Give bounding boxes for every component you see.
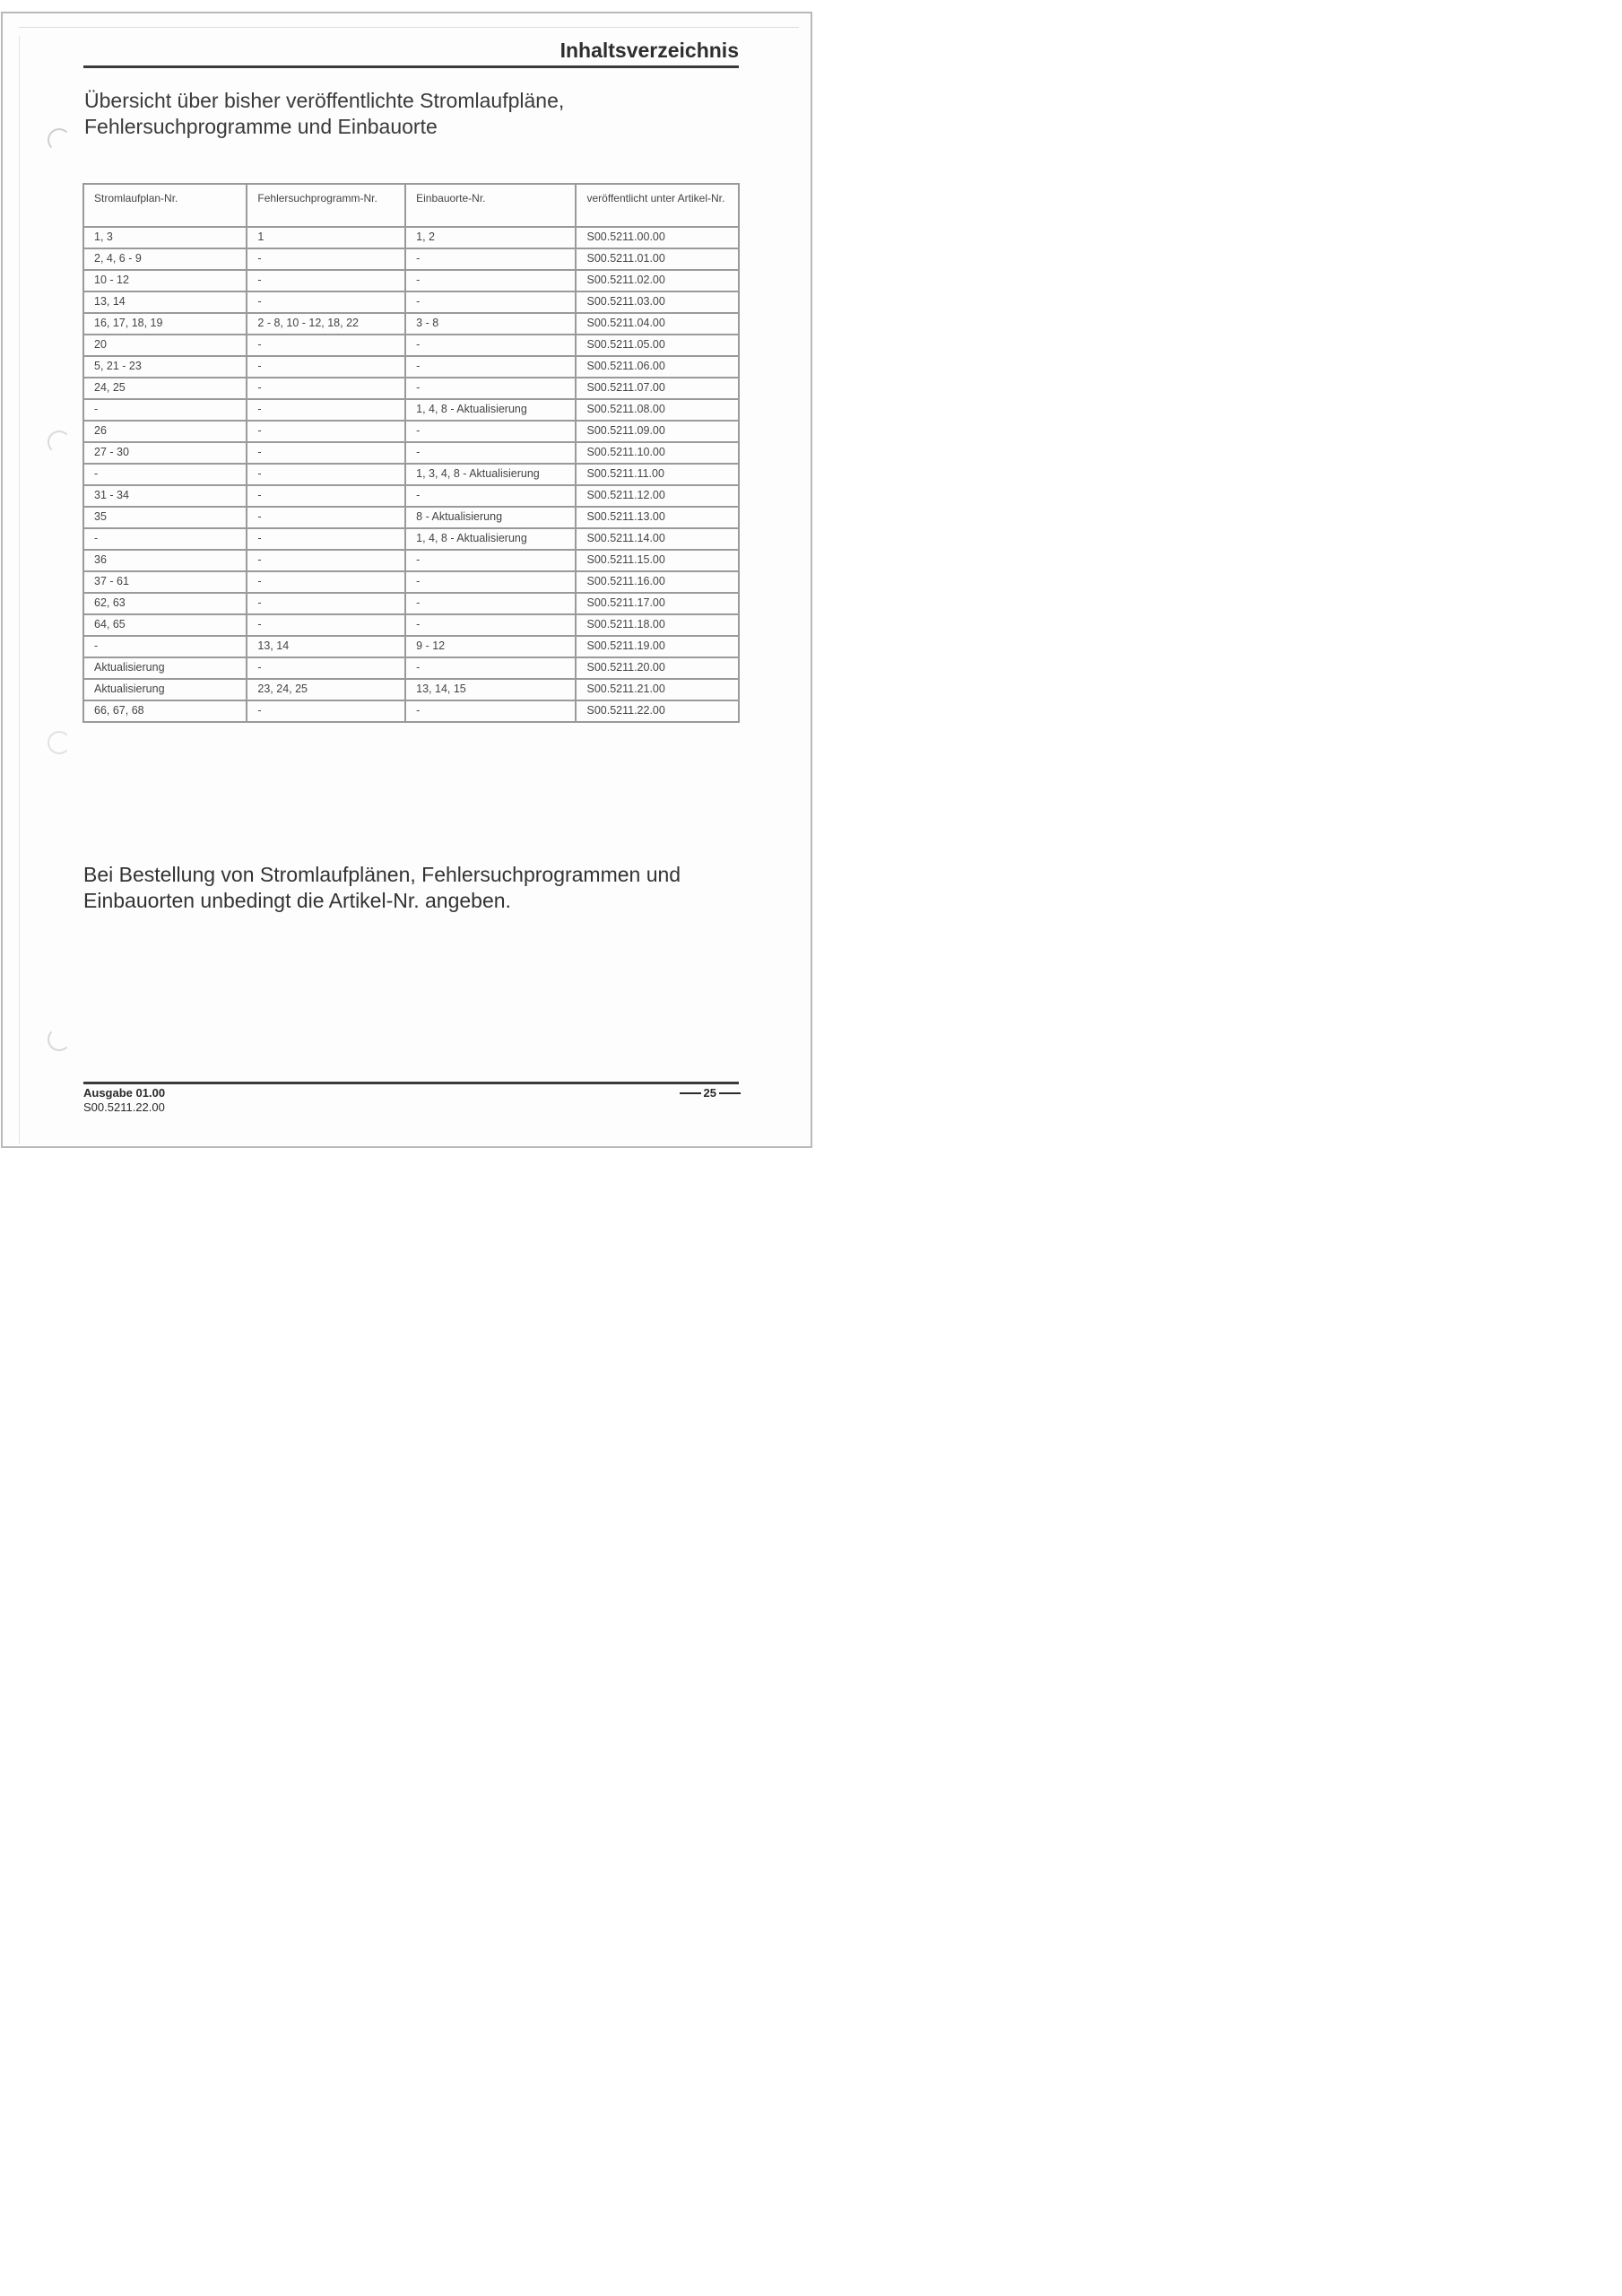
table-cell: S00.5211.19.00	[576, 636, 739, 657]
table-row	[83, 421, 739, 442]
table-row	[83, 636, 739, 657]
header-divider	[83, 65, 739, 68]
table-cell: 24, 25	[83, 378, 247, 399]
table-cell: -	[247, 442, 405, 464]
left-edge-line	[19, 36, 20, 1144]
table-cell: -	[247, 335, 405, 356]
table-cell: S00.5211.03.00	[576, 291, 739, 313]
table-cell: S00.5211.08.00	[576, 399, 739, 421]
table-cell: -	[247, 356, 405, 378]
heading-line-2: Fehlersuchprogramme und Einbauorte	[84, 115, 438, 138]
table-cell: -	[83, 399, 247, 421]
table-cell: S00.5211.01.00	[576, 248, 739, 270]
table-row	[83, 528, 739, 550]
table-cell: S00.5211.11.00	[576, 464, 739, 485]
table-row	[83, 571, 739, 593]
table-cell: 66, 67, 68	[83, 700, 247, 722]
table-cell: S00.5211.00.00	[576, 227, 739, 248]
table-cell: S00.5211.20.00	[576, 657, 739, 679]
order-note	[83, 862, 747, 914]
table-cell: 62, 63	[83, 593, 247, 614]
table-cell: 8 - Aktualisierung	[405, 507, 576, 528]
table-cell: 1, 4, 8 - Aktualisierung	[405, 399, 576, 421]
table-cell: S00.5211.04.00	[576, 313, 739, 335]
column-header: Fehlersuchprogramm-Nr.	[247, 184, 405, 227]
table-cell: -	[247, 593, 405, 614]
table-cell: S00.5211.06.00	[576, 356, 739, 378]
table-cell: -	[405, 421, 576, 442]
table-cell: -	[405, 614, 576, 636]
table-cell: -	[83, 464, 247, 485]
table-cell: -	[247, 657, 405, 679]
table-row	[83, 248, 739, 270]
footer-divider	[83, 1082, 739, 1084]
table-cell: S00.5211.15.00	[576, 550, 739, 571]
table-cell: S00.5211.16.00	[576, 571, 739, 593]
table-cell: S00.5211.09.00	[576, 421, 739, 442]
table-cell: -	[247, 378, 405, 399]
table-cell: 26	[83, 421, 247, 442]
table-cell: S00.5211.17.00	[576, 593, 739, 614]
table-cell: -	[405, 700, 576, 722]
column-header: veröffentlicht unter Artikel-Nr.	[576, 184, 739, 227]
table-cell: 10 - 12	[83, 270, 247, 291]
table-cell: -	[247, 700, 405, 722]
table-cell: S00.5211.13.00	[576, 507, 739, 528]
table-cell: 16, 17, 18, 19	[83, 313, 247, 335]
table-cell: -	[247, 571, 405, 593]
table-cell: -	[405, 571, 576, 593]
table-row	[83, 679, 739, 700]
table-cell: 5, 21 - 23	[83, 356, 247, 378]
table-cell: 64, 65	[83, 614, 247, 636]
page-dash	[680, 1092, 701, 1094]
table-row	[83, 313, 739, 335]
table-row	[83, 614, 739, 636]
table-cell: -	[405, 270, 576, 291]
table-row	[83, 227, 739, 248]
table-cell: -	[405, 291, 576, 313]
table-cell: -	[247, 550, 405, 571]
table-cell: 1	[247, 227, 405, 248]
table-cell: -	[405, 485, 576, 507]
table-cell: 35	[83, 507, 247, 528]
order-note-line-1: Bei Bestellung von Stromlaufplänen, Fehlersuchprogrammen und	[83, 863, 681, 886]
table-cell: Aktualisierung	[83, 657, 247, 679]
table-row	[83, 485, 739, 507]
table-cell: S00.5211.12.00	[576, 485, 739, 507]
table-cell: 13, 14	[247, 636, 405, 657]
table-cell: -	[405, 593, 576, 614]
table-cell: 36	[83, 550, 247, 571]
table-cell: -	[405, 356, 576, 378]
table-cell: -	[247, 421, 405, 442]
page-number-value: 25	[703, 1086, 716, 1100]
punch-hole-mark	[48, 430, 71, 454]
table-cell: -	[247, 399, 405, 421]
heading-line-1: Übersicht über bisher veröffentlichte Stromlaufpläne,	[84, 89, 565, 112]
table-cell: Aktualisierung	[83, 679, 247, 700]
table-cell: S00.5211.18.00	[576, 614, 739, 636]
punch-hole-mark	[48, 731, 71, 754]
punch-hole-mark	[48, 128, 71, 152]
table-cell: S00.5211.07.00	[576, 378, 739, 399]
table-cell: -	[247, 464, 405, 485]
table-cell: -	[405, 442, 576, 464]
table-cell: S00.5211.10.00	[576, 442, 739, 464]
table-cell: 13, 14, 15	[405, 679, 576, 700]
table-cell: -	[405, 378, 576, 399]
table-cell: 20	[83, 335, 247, 356]
table-cell: -	[405, 657, 576, 679]
table-row	[83, 378, 739, 399]
table-row	[83, 464, 739, 485]
table-cell: 3 - 8	[405, 313, 576, 335]
table-row	[83, 507, 739, 528]
page-number	[680, 1086, 741, 1100]
table-row	[83, 700, 739, 722]
table-cell: 9 - 12	[405, 636, 576, 657]
table-row	[83, 291, 739, 313]
table-cell: -	[405, 550, 576, 571]
table-cell: S00.5211.14.00	[576, 528, 739, 550]
table-row	[83, 356, 739, 378]
table-cell: 1, 3	[83, 227, 247, 248]
table-row	[83, 593, 739, 614]
table-cell: S00.5211.05.00	[576, 335, 739, 356]
table-cell: -	[247, 291, 405, 313]
order-note-line-2: Einbauorten unbedingt die Artikel-Nr. angeben.	[83, 889, 511, 912]
table-cell: 1, 2	[405, 227, 576, 248]
table-cell: 27 - 30	[83, 442, 247, 464]
overview-table	[82, 183, 740, 723]
table-cell: 1, 4, 8 - Aktualisierung	[405, 528, 576, 550]
table-cell: -	[247, 270, 405, 291]
table-cell: -	[405, 335, 576, 356]
top-edge-line	[19, 27, 799, 28]
table-cell: -	[247, 528, 405, 550]
table-cell: S00.5211.02.00	[576, 270, 739, 291]
table-row	[83, 550, 739, 571]
table-cell: 2, 4, 6 - 9	[83, 248, 247, 270]
table-row	[83, 335, 739, 356]
table-cell: -	[247, 248, 405, 270]
table-cell: 31 - 34	[83, 485, 247, 507]
table-cell: 1, 3, 4, 8 - Aktualisierung	[405, 464, 576, 485]
table-cell: 2 - 8, 10 - 12, 18, 22	[247, 313, 405, 335]
edition-label: Ausgabe 01.00	[83, 1086, 166, 1100]
document-page	[1, 12, 812, 1148]
punch-hole-mark	[48, 1028, 71, 1051]
column-header: Stromlaufplan-Nr.	[83, 184, 247, 227]
table-cell: -	[83, 528, 247, 550]
table-cell: S00.5211.22.00	[576, 700, 739, 722]
section-title: Inhaltsverzeichnis	[559, 39, 739, 62]
table-body	[83, 227, 739, 722]
table-cell: S00.5211.21.00	[576, 679, 739, 700]
page-dash	[719, 1092, 741, 1094]
table-cell: 13, 14	[83, 291, 247, 313]
table-row	[83, 399, 739, 421]
table-cell: -	[247, 485, 405, 507]
article-number: S00.5211.22.00	[83, 1100, 165, 1114]
table-header-row	[83, 184, 739, 227]
table-cell: -	[247, 614, 405, 636]
table-cell: -	[405, 248, 576, 270]
table-cell: -	[247, 507, 405, 528]
page-heading	[84, 88, 712, 140]
table-cell: 37 - 61	[83, 571, 247, 593]
table-row	[83, 270, 739, 291]
column-header: Einbauorte-Nr.	[405, 184, 576, 227]
table-cell: 23, 24, 25	[247, 679, 405, 700]
table-row	[83, 442, 739, 464]
table-row	[83, 657, 739, 679]
table-cell: -	[83, 636, 247, 657]
